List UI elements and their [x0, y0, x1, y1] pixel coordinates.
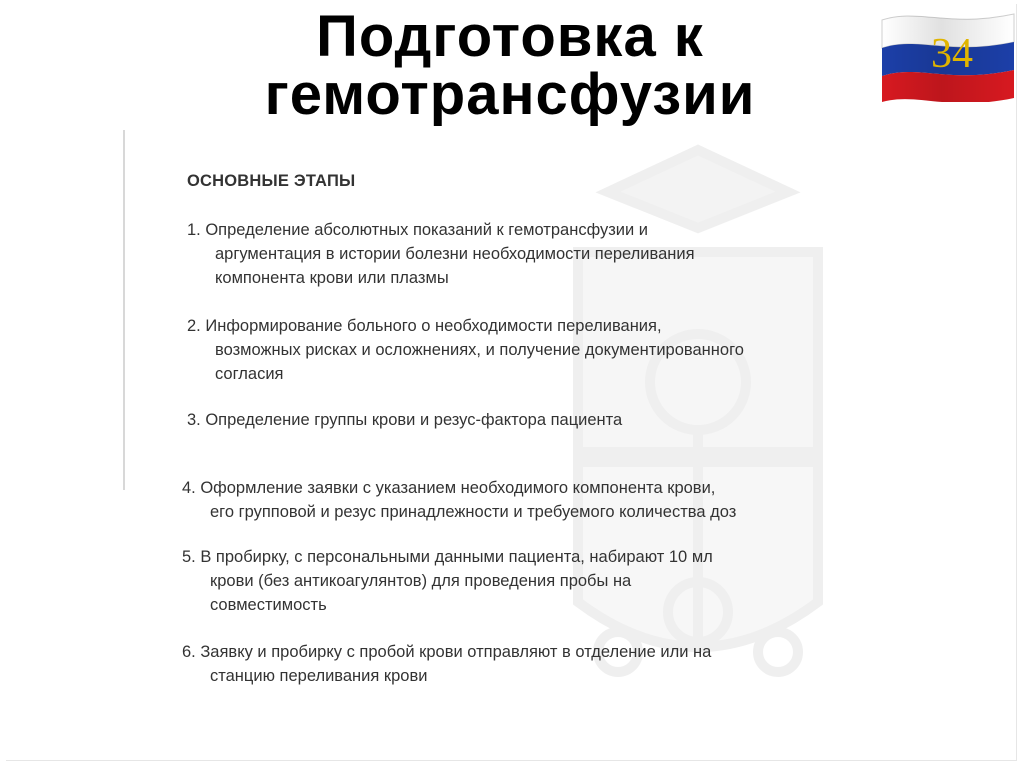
list-item [187, 218, 695, 290]
list-item-line: крови (без антикоагулянтов) для проведения пробы на [210, 572, 632, 590]
list-item-line: компонента крови или плазмы [215, 269, 449, 287]
section-heading: ОСНОВНЫЕ ЭТАПЫ [187, 172, 356, 190]
list-item-line: совместимость [210, 596, 327, 614]
list-item-line: аргументация в истории болезни необходимости переливания [215, 245, 695, 263]
list-item-line: его групповой и резус принадлежности и требуемого количества доз [210, 503, 737, 521]
list-item-line: 4. Оформление заявки с указанием необходимого компонента крови, [182, 479, 716, 497]
title-line-1: Подготовка к [316, 4, 704, 69]
list-item [187, 408, 622, 432]
list-item-line: 3. Определение группы крови и резус-фактора пациента [187, 411, 623, 429]
list-item-line: 1. Определение абсолютных показаний к гемотрансфузии и [187, 221, 649, 239]
list-item [182, 545, 713, 617]
slide-number: 34 [931, 31, 973, 77]
title-line-2: гемотрансфузии [264, 62, 756, 127]
list-item-line: 2. Информирование больного о необходимости переливания, [187, 317, 662, 335]
list-item-line: согласия [215, 365, 284, 383]
list-item-line: станцию переливания крови [210, 667, 428, 685]
slide-title [150, 4, 870, 127]
list-item [187, 314, 744, 386]
list-item-line: 5. В пробирку, с персональными данными пациента, набирают 10 мл [182, 548, 713, 566]
list-item-line: 6. Заявку и пробирку с пробой крови отправляют в отделение или на [182, 643, 712, 661]
list-item-line: возможных рисках и осложнениях, и получение документированного [215, 341, 744, 359]
list-item [182, 476, 736, 524]
list-item [182, 640, 711, 688]
left-divider [123, 130, 125, 490]
